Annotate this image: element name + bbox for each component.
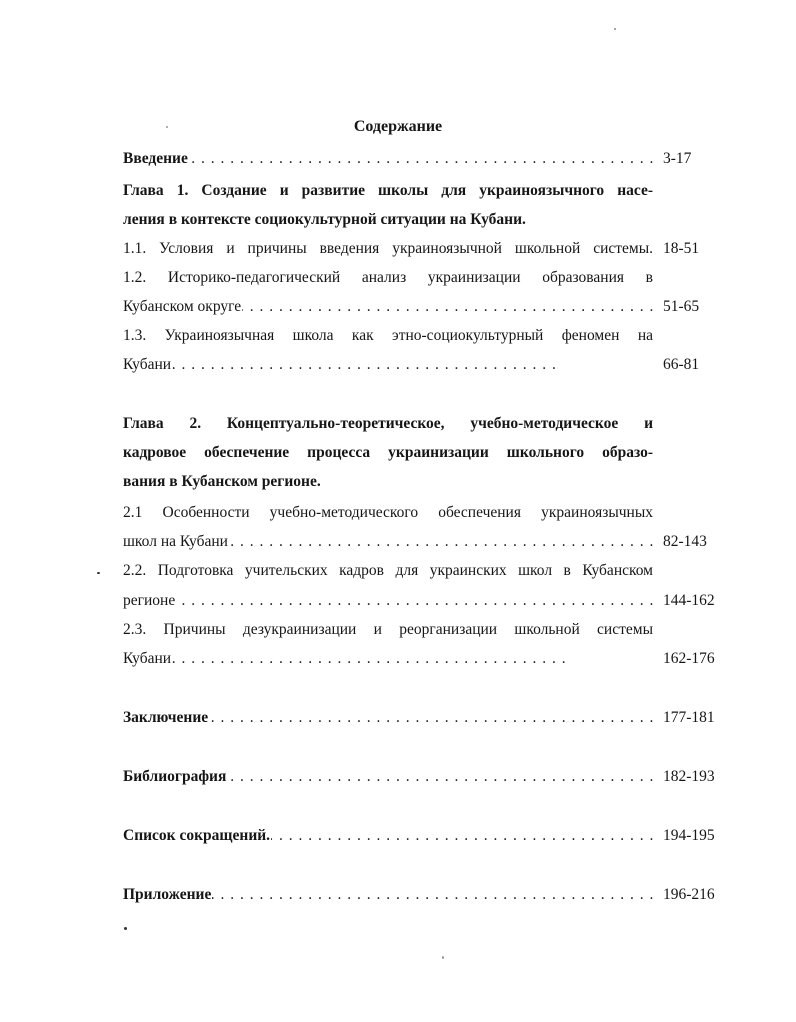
chapter-1-heading-line-1: Глава 1. Создание и развитие школы для украиноязычного насе- [123, 182, 653, 199]
toc-entry-2-3-line-1: 2.3. Причины дезукраинизации и реорганизации школьной системы [123, 621, 653, 638]
toc-pages: 82-143 [663, 533, 707, 550]
toc-pages: 182-193 [663, 768, 715, 785]
chapter-2-heading-line-3: вания в Кубанском регионе. [123, 473, 321, 490]
toc-label: Заключение [123, 709, 209, 726]
toc-entry-1-3 [123, 354, 555, 376]
scan-speck [614, 28, 616, 30]
chapter-2-heading-line-1: Глава 2. Концептуально-теоретическое, учебно-методическое и [123, 415, 653, 432]
toc-entry-bibliography [123, 766, 653, 788]
toc-pages: 66-81 [663, 356, 700, 373]
toc-entry-2-2 [123, 590, 653, 612]
scan-speck [442, 956, 444, 959]
chapter-1-heading-line-2: ления в контексте социокультурной ситуации на Кубани. [123, 211, 526, 228]
toc-entry-2-2-line-1: 2.2. Подготовка учительских кадров для украинских школ в Кубанском [123, 562, 653, 579]
toc-entry-2-1 [123, 531, 653, 553]
toc-entry-2-3 [123, 648, 571, 670]
toc-pages: 51-65 [663, 298, 700, 315]
toc-label: Библиография [123, 768, 227, 785]
toc-entry-1-2-line-1: 1.2. Историко-педагогический анализ украинизации образования в [123, 269, 653, 286]
toc-pages: 18-51 [663, 240, 700, 257]
toc-entry-conclusion [123, 707, 653, 729]
chapter-2-heading-line-2: кадровое обеспечение процесса украинизации школьного образо- [123, 444, 653, 461]
toc-entry-abbreviations [123, 825, 653, 847]
toc-label: Кубани [123, 356, 172, 373]
toc-entry-appendix [123, 884, 653, 906]
toc-entry-intro [123, 148, 653, 170]
toc-entry-1-3-line-1: 1.3. Украиноязычная школа как этно-социокультурный феномен на [123, 327, 653, 344]
toc-pages: 3-17 [663, 150, 692, 167]
toc-label: регионе [123, 592, 176, 609]
toc-label: Введение [123, 150, 188, 167]
toc-label: Кубани [123, 650, 172, 667]
toc-entry-1-1: 1.1. Условия и причины введения украиноязычной школьной системы. [123, 240, 653, 257]
toc-label: Приложение [123, 886, 212, 903]
scan-speck [124, 927, 127, 930]
scan-speck [97, 572, 100, 574]
toc-entry-1-2 [123, 296, 653, 318]
toc-label: Список сокращений. [123, 827, 271, 844]
toc-pages: 162-176 [663, 650, 715, 667]
toc-pages: 177-181 [663, 709, 715, 726]
scan-speck [166, 126, 168, 128]
toc-label: школ на Кубани [123, 533, 228, 550]
toc-label: Кубанском округе [123, 298, 242, 315]
toc-pages: 196-216 [663, 886, 715, 903]
toc-pages: 194-195 [663, 827, 715, 844]
toc-pages: 144-162 [663, 592, 715, 609]
toc-entry-2-1-line-1: 2.1 Особенности учебно-методического обеспечения украиноязычных [123, 504, 653, 521]
page-title: Содержание [353, 118, 443, 135]
